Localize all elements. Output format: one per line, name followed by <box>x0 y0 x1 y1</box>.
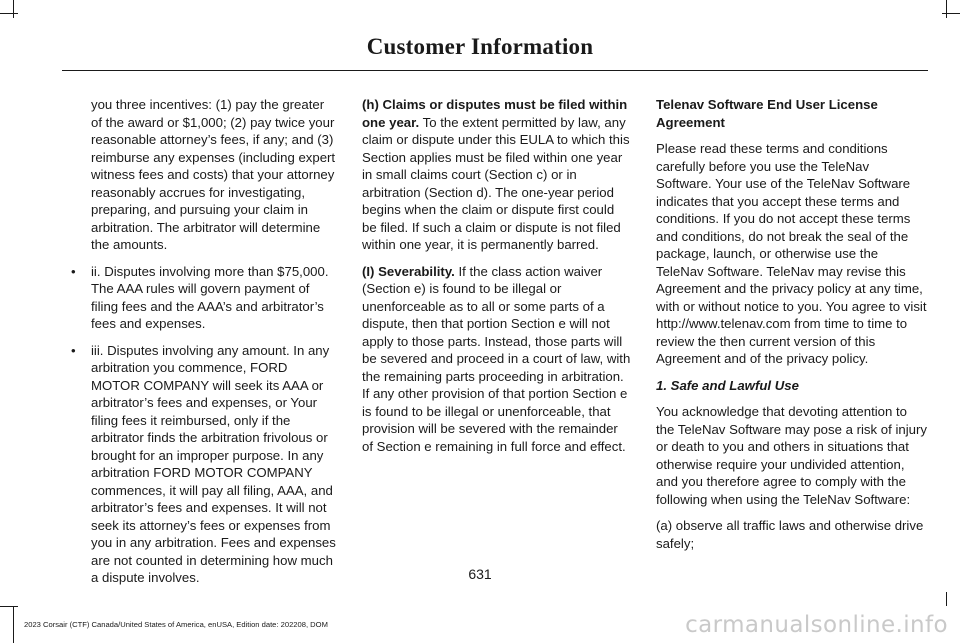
footer-edition: 2023 Corsair (CTF) Canada/United States of America, enUSA, Edition date: 202208, DOM <box>24 620 328 629</box>
column-left <box>71 96 337 596</box>
section-h <box>362 96 632 254</box>
crop-mark <box>942 13 960 14</box>
subsection-heading: 1. Safe and Lawful Use <box>656 377 799 393</box>
section-i-heading: (I) Severability. <box>362 263 455 279</box>
page-title: Customer Information <box>366 34 594 59</box>
list-item <box>71 342 337 587</box>
list-item <box>71 263 337 333</box>
column-right <box>656 96 928 561</box>
list-item-text: ii. Disputes involving more than $75,000. The AAA rules will govern payment of filing fees and the AAA’s and arbitrator’s fees and expenses. <box>91 263 329 331</box>
bullet-icon: • <box>71 263 76 279</box>
paragraph-traffic-laws: (a) observe all traffic laws and otherwise drive safely; <box>656 518 924 551</box>
crop-mark <box>0 606 18 607</box>
paragraph-terms: Please read these terms and conditions carefully before you use the TeleNav Software. Your use of the TeleNav Software indicates that you accept these terms and conditions. If you do not accept these terms and conditions, do not break the seal of the package, launch, or otherwise use the TeleNav Software. TeleNav may revise this Agreement and the privacy policy at any time, with or without notice to you. You agree to visit http://www.telenav.com from time to time to review the then current version of this Agreement and of the privacy policy. <box>656 141 927 366</box>
crop-mark <box>0 13 18 14</box>
page-number: 631 <box>468 566 492 582</box>
bullet-icon: • <box>71 342 76 358</box>
section-i-text: If the class action waiver (Section e) is found to be illegal or unenforceable as to all or some parts of a dispute, then that portion Section e will not apply to those parts. Instead, those parts will be severed and proceed in a court of law, with the remaining parts proceeding in arbitration. If any other provision of that portion Section e is found to be illegal or unenforceable, that provision will be severed with the remainder of Section e remaining in full force and effect. <box>362 263 631 454</box>
crop-mark <box>946 592 947 606</box>
header-divider <box>62 70 928 71</box>
crop-mark <box>13 606 14 643</box>
section-i <box>362 263 632 456</box>
paragraph-intro: you three incentives: (1) pay the greater of the award or $1,000; (2) pay twice your reasonable attorney’s fees, if any; and (3) reimburse any expenses (including expert witness fees and costs) that your attorney reasonably accrues for investigating, preparing, and pursuing your claim in arbitration. The arbitrator will determine the amounts. <box>91 97 336 252</box>
section-h-heading: (h) Claims or disputes must be filed within one year. <box>362 97 628 130</box>
column-middle <box>362 96 632 464</box>
section-heading: Telenav Software End User License Agreement <box>656 97 878 130</box>
section-h-text: To the extent permitted by law, any claim or dispute under this EULA to which this Section applies must be filed within one year in small claims court (Section c) or in arbitration (Section d). The one-year period begins when the claim or dispute first could be filed. If such a claim or dispute is not filed within one year, it is permanently barred. <box>362 114 630 252</box>
crop-mark <box>946 0 947 18</box>
bullet-list <box>71 263 337 587</box>
paragraph-safe-use: You acknowledge that devoting attention to the TeleNav Software may pose a risk of injury or death to you and others in situations that otherwise require your undivided attention, and you therefore agree to comply with the following when using the TeleNav Software: <box>656 404 927 507</box>
crop-mark <box>13 0 14 18</box>
watermark: carmanualsonline.info <box>685 612 948 638</box>
list-item-text: iii. Disputes involving any amount. In any arbitration you commence, FORD MOTOR COMPANY will seek its AAA or arbitrator’s fees and expenses, or Your filing fees it reimbursed, only if the arbitrator finds the arbitration frivolous or brought for an improper purpose. In any arbitration FORD MOTOR COMPANY commences, it will pay all filing, AAA, and arbitrator’s fees and expenses. It will not seek its attorney’s fees or expenses from you in any arbitration. Fees and expenses are not counted in determining how much a dispute involves. <box>91 342 336 585</box>
